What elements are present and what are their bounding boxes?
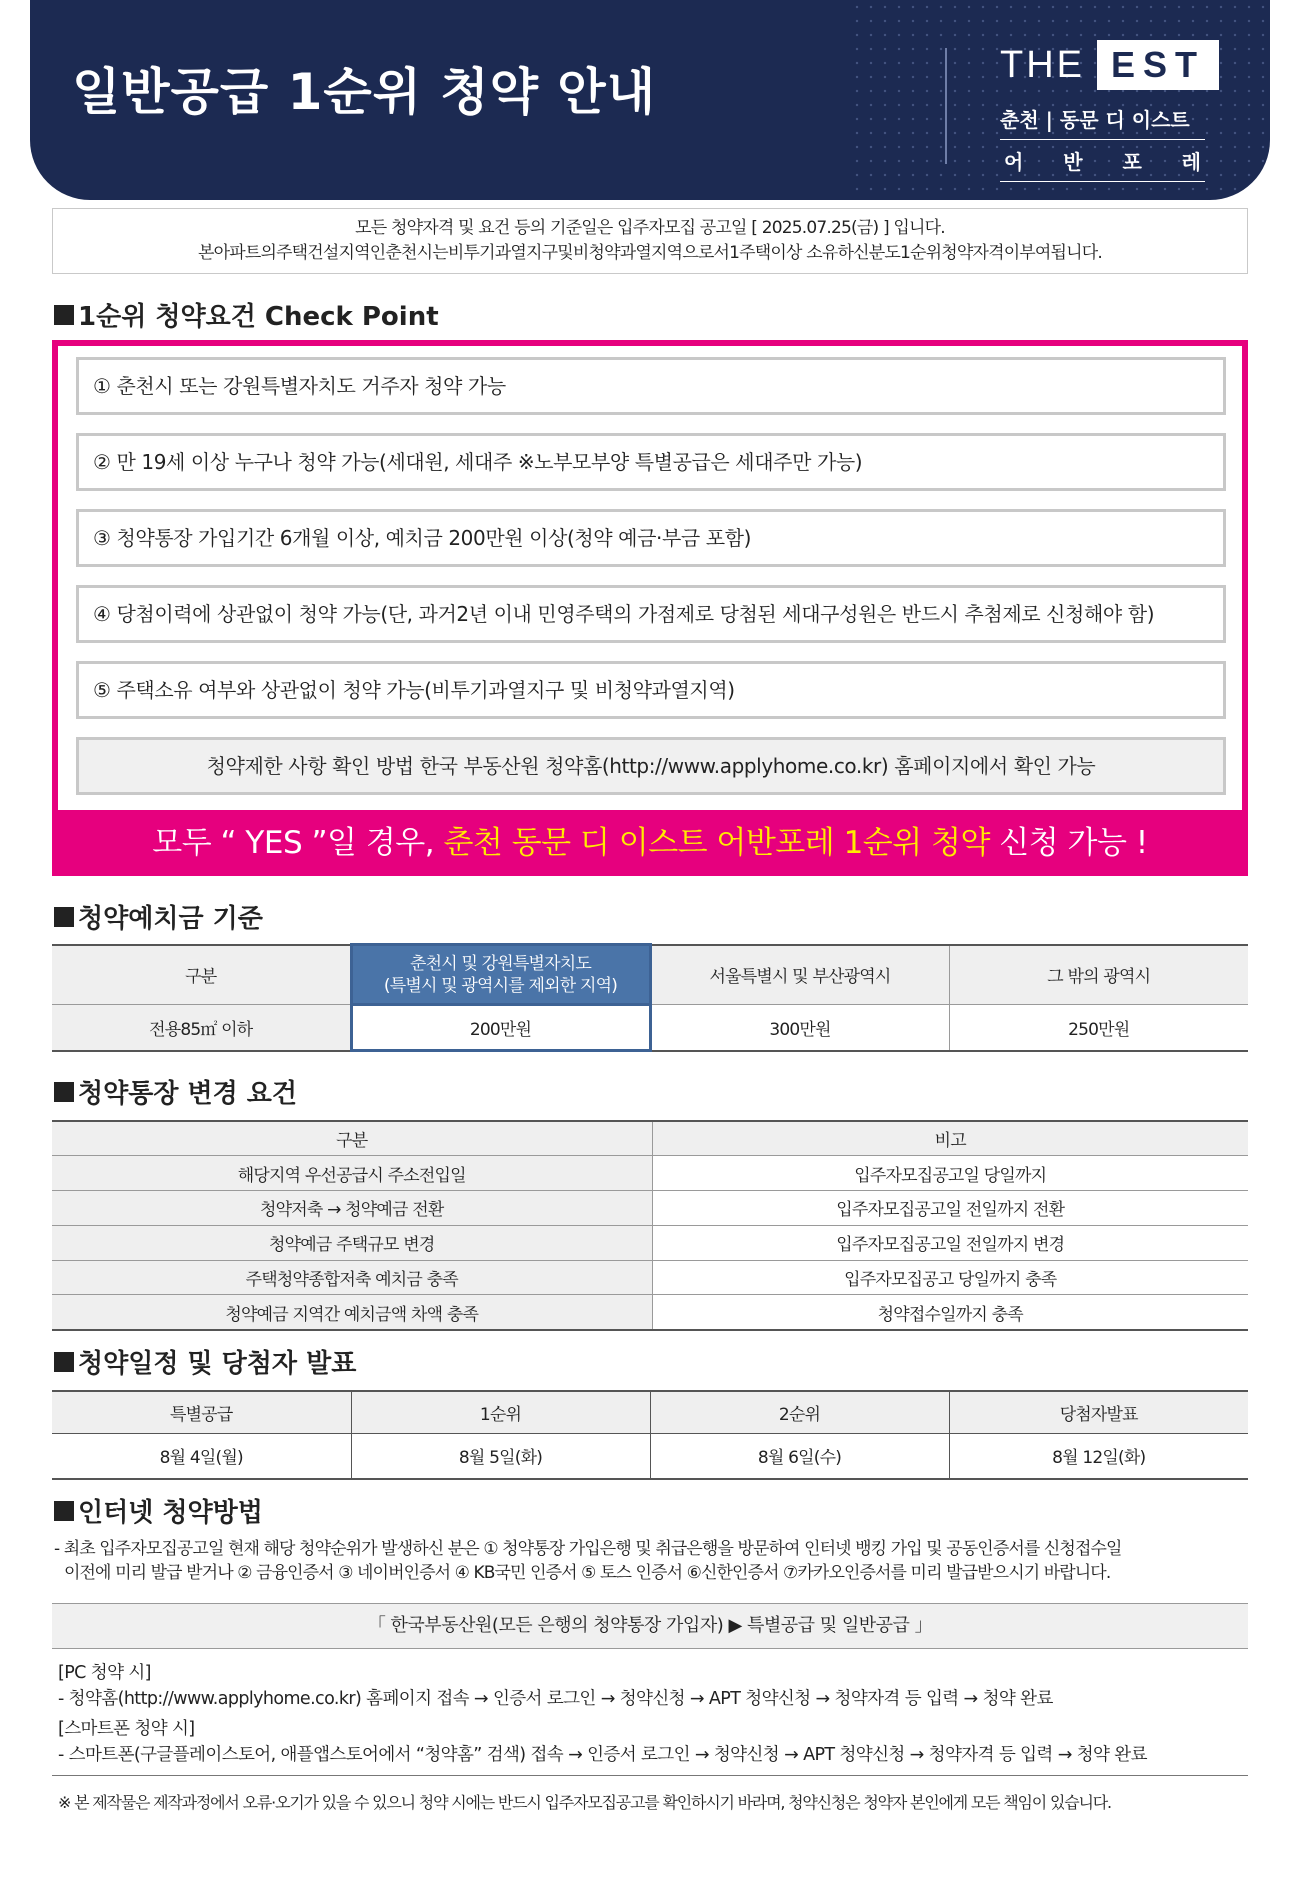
table-cell: 250만원 bbox=[949, 1005, 1248, 1051]
deposit-table bbox=[52, 943, 1248, 1052]
internet-description bbox=[54, 1537, 1254, 1585]
section-title: 청약일정 및 당첨자 발표 bbox=[78, 1349, 357, 1379]
logo-char: 반 bbox=[1063, 150, 1083, 174]
logo-subtitle-2 bbox=[1000, 146, 1205, 182]
table-cell: 입주자모집공고 당일까지 충족 bbox=[652, 1260, 1248, 1295]
table-row bbox=[52, 1191, 1248, 1226]
footer-divider bbox=[52, 1775, 1248, 1776]
table-header-cell: 구분 bbox=[52, 945, 351, 1005]
check-item: ② 만 19세 이상 누구나 청약 가능(세대원, 세대주 ※노부모부양 특별공급은 세대주만 가능) bbox=[76, 433, 1226, 491]
mobile-method-desc: - 스마트폰(구글플레이스토어, 애플앱스토어에서 “청약홈” 검색) 접속 → 인증서 로그인 → 청약신청 → APT 청약신청 → 청약자격 등 입력 → 청약 완료 bbox=[58, 1745, 1147, 1765]
table-header-cell: 당첨자발표 bbox=[949, 1391, 1248, 1433]
yes-prefix: 모두 “ YES ”일 경우, bbox=[152, 825, 444, 861]
schedule-heading bbox=[54, 1343, 356, 1380]
internet-heading bbox=[54, 1492, 263, 1529]
logo-subtitle: 춘천 | 동문 디 이스트 bbox=[1000, 104, 1205, 140]
check-item: ③ 청약통장 가입기간 6개월 이상, 예치금 200만원 이상(청약 예금·부금 포함) bbox=[76, 509, 1226, 567]
section-title: 인터넷 청약방법 bbox=[78, 1498, 263, 1528]
square-bullet-icon bbox=[54, 1501, 74, 1521]
notice-line: 모든 청약자격 및 요건 등의 기준일은 입주자모집 공고일 [ 2025.07.25(금) ] 입니다. bbox=[355, 218, 945, 238]
table-row bbox=[52, 1005, 1248, 1051]
table-header-cell: 비고 bbox=[652, 1121, 1248, 1156]
checkpoint-box bbox=[52, 340, 1248, 875]
table-cell-highlight: 200만원 bbox=[351, 1005, 650, 1051]
square-bullet-icon bbox=[54, 305, 74, 325]
table-cell: 청약저축 → 청약예금 전환 bbox=[52, 1191, 652, 1226]
description-line: 이전에 미리 발급 받거나 ② 금융인증서 ③ 네이버인증서 ④ KB국민 인증서 ⑤ 토스 인증서 ⑥신한인증서 ⑦카카오인증서를 미리 발급받으시기 바랍니다. bbox=[64, 1563, 1111, 1583]
description-line: - 최초 입주자모집공고일 현재 해당 청약순위가 발생하신 분은 ① 청약통장 가입은행 및 취급은행을 방문하여 인터넷 뱅킹 가입 및 공동인증서를 신청접수일 bbox=[54, 1539, 1122, 1559]
logo-char: 어 bbox=[1004, 150, 1024, 174]
table-row bbox=[52, 1225, 1248, 1260]
section-title: 청약통장 변경 요건 bbox=[78, 1079, 298, 1109]
table-cell: 300만원 bbox=[650, 1005, 949, 1051]
apply-path-bar: 「 한국부동산원(모든 은행의 청약통장 가입자) ▶ 특별공급 및 일반공급 」 bbox=[52, 1603, 1248, 1649]
change-heading bbox=[54, 1073, 297, 1110]
check-item: ① 춘천시 또는 강원특별자치도 거주자 청약 가능 bbox=[76, 357, 1226, 415]
table-cell: 해당지역 우선공급시 주소전입일 bbox=[52, 1156, 652, 1191]
check-item: ⑤ 주택소유 여부와 상관없이 청약 가능(비투기과열지구 및 비청약과열지역) bbox=[76, 661, 1226, 719]
square-bullet-icon bbox=[54, 1082, 74, 1102]
table-row bbox=[52, 1433, 1248, 1479]
table-row bbox=[52, 945, 1248, 1005]
pc-method-desc: - 청약홈(http://www.applyhome.co.kr) 홈페이지 접속 → 인증서 로그인 → 청약신청 → APT 청약신청 → 청약자격 등 입력 → 청약 완료 bbox=[58, 1689, 1053, 1709]
table-header-cell: 구분 bbox=[52, 1121, 652, 1156]
table-cell: 전용85㎡ 이하 bbox=[52, 1005, 351, 1051]
square-bullet-icon bbox=[54, 907, 74, 927]
yes-highlight: 춘천 동문 디 이스트 어반포레 1순위 청약 bbox=[443, 825, 990, 861]
table-cell: 8월 4일(월) bbox=[159, 1448, 243, 1469]
table-cell: 입주자모집공고일 전일까지 전환 bbox=[652, 1191, 1248, 1226]
table-cell: 8월 6일(수) bbox=[650, 1433, 949, 1479]
table-cell: 청약접수일까지 충족 bbox=[877, 1304, 1023, 1325]
table-row bbox=[52, 1391, 1248, 1433]
table-cell: 입주자모집공고일 당일까지 bbox=[652, 1156, 1248, 1191]
header-line: 춘천시 및 강원특별자치도 bbox=[409, 953, 592, 974]
header-line: (특별시 및 광역시를 제외한 지역) bbox=[383, 975, 618, 996]
square-bullet-icon bbox=[54, 1352, 74, 1372]
checkpoint-heading bbox=[54, 296, 439, 333]
table-cell: 청약예금 주택규모 변경 bbox=[52, 1225, 652, 1260]
notice-box bbox=[52, 208, 1248, 274]
schedule-table bbox=[52, 1390, 1248, 1480]
table-header-cell: 2순위 bbox=[650, 1391, 949, 1433]
table-row bbox=[52, 1156, 1248, 1191]
table-cell: 8월 12일(화) bbox=[949, 1433, 1248, 1479]
yes-banner bbox=[52, 810, 1248, 876]
table-header-cell: 1순위 bbox=[351, 1391, 650, 1433]
table-cell: 8월 5일(화) bbox=[351, 1433, 650, 1479]
mobile-method-title: [스마트폰 청약 시] bbox=[58, 1719, 195, 1739]
table-row bbox=[52, 1260, 1248, 1295]
logo-the: THE bbox=[1000, 43, 1085, 86]
deposit-heading bbox=[54, 898, 263, 935]
check-note: 청약제한 사항 확인 방법 한국 부동산원 청약홈(http://www.applyhome.co.kr) 홈페이지에서 확인 가능 bbox=[76, 737, 1226, 795]
table-row bbox=[52, 1121, 1248, 1156]
change-table bbox=[52, 1120, 1248, 1331]
table-cell: 청약예금 지역간 예치금액 차액 충족 bbox=[52, 1295, 652, 1330]
logo-est: EST bbox=[1097, 40, 1219, 90]
section-title: 청약예치금 기준 bbox=[78, 904, 263, 934]
notice-line: 본아파트의주택건설지역인춘천시는비투기과열지구및비청약과열지역으로서1주택이상 소유하신분도1순위청약자격이부여됩니다. bbox=[197, 243, 1103, 263]
footer-disclaimer: ※ 본 제작물은 제작과정에서 오류·오기가 있을 수 있으니 청약 시에는 반드시 입주자모집공고를 확인하시기 바라며, 청약신청은 청약자 본인에게 모든 책임이 있습니다. bbox=[58, 1793, 1111, 1812]
section-title: 1순위 청약요건 Check Point bbox=[78, 302, 439, 332]
yes-suffix: 신청 가능 ! bbox=[989, 825, 1148, 861]
table-header-cell: 서울특별시 및 부산광역시 bbox=[650, 945, 949, 1005]
table-row bbox=[52, 1295, 1248, 1330]
logo-char: 레 bbox=[1181, 150, 1201, 174]
table-header-cell-highlight bbox=[351, 945, 650, 1005]
logo-char: 포 bbox=[1122, 150, 1142, 174]
table-header-cell: 특별공급 bbox=[52, 1391, 351, 1433]
check-item: ④ 당첨이력에 상관없이 청약 가능(단, 과거2년 이내 민영주택의 가점제로 당첨된 세대구성원은 반드시 추첨제로 신청해야 함) bbox=[76, 585, 1226, 643]
pc-method-title: [PC 청약 시] bbox=[58, 1663, 151, 1683]
table-cell: 입주자모집공고일 전일까지 변경 bbox=[652, 1225, 1248, 1260]
header-divider bbox=[945, 48, 947, 164]
table-cell: 주택청약종합저축 예치금 충족 bbox=[52, 1260, 652, 1295]
table-header-cell: 그 밖의 광역시 bbox=[949, 945, 1248, 1005]
brand-logo bbox=[1000, 40, 1205, 182]
page-title: 일반공급 1순위 청약 안내 bbox=[72, 63, 657, 121]
page-header bbox=[30, 0, 1270, 200]
